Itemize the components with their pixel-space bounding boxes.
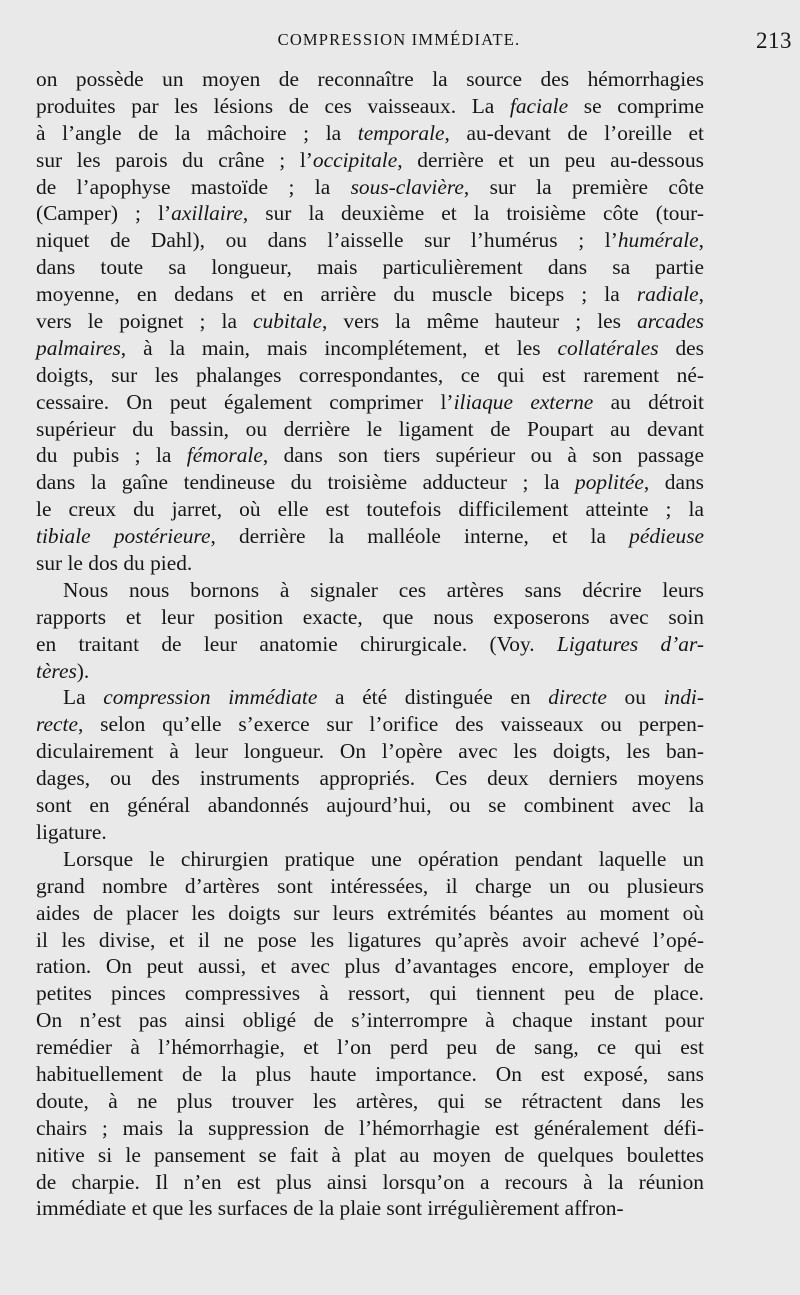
text-run: habituellement de la plus haute importance. On est exposé, sans [36, 1061, 704, 1086]
text-line [36, 1088, 704, 1115]
text-run: nitive si le pansement se fait à plat au moyen de quelques boulettes [36, 1142, 704, 1167]
italic-term: recte [36, 712, 78, 737]
text-line [36, 200, 704, 227]
text-run: ligature. [36, 819, 107, 844]
running-title: COMPRESSION IMMÉDIATE. [277, 30, 521, 49]
italic-term: compression immédiate [103, 685, 318, 710]
italic-term: iliaque externe [453, 389, 594, 414]
text-run: niquet de Dahl), ou dans l’aisselle sur l’humérus ; l’ [36, 228, 618, 253]
italic-term: Ligatures d’ar- [556, 631, 704, 656]
text-line [36, 254, 704, 281]
text-line [36, 550, 704, 577]
italic-term: temporale [357, 120, 445, 145]
text-run: sont en général abandonnés aujourd’hui, ou se combinent avec la [36, 793, 704, 818]
text-line [36, 469, 704, 496]
text-run: vers le poignet ; la [36, 309, 254, 334]
text-run: , [698, 282, 704, 307]
text-line [36, 1061, 704, 1088]
text-line [36, 389, 704, 416]
paragraph [36, 577, 704, 685]
italic-term: fémorale [186, 443, 263, 468]
text-run: de l’apophyse mastoïde ; la [36, 174, 351, 199]
paragraph [36, 684, 704, 845]
italic-term: indi- [663, 685, 704, 710]
text-run: se comprime [568, 93, 704, 118]
text-line [36, 93, 704, 120]
text-run: dans toute sa longueur, mais particulièrement dans sa partie [36, 255, 704, 280]
text-line [36, 442, 704, 469]
paragraph [36, 846, 704, 1222]
text-run: à l’angle de la mâchoire ; la [36, 120, 358, 145]
italic-term: axillaire [171, 201, 243, 226]
text-line [36, 1034, 704, 1061]
text-line [36, 873, 704, 900]
text-line [36, 147, 704, 174]
text-run: doute, à ne plus trouver les artères, qui se rétractent dans les [36, 1088, 704, 1113]
text-line [36, 416, 704, 443]
text-run: supérieur du bassin, ou derrière le ligament de Poupart au devant [36, 416, 704, 441]
text-run: diculairement à leur longueur. On l’opère avec les doigts, les ban- [36, 739, 704, 764]
text-line [36, 281, 704, 308]
text-run: dages, ou des instruments appropriés. Ces deux derniers moyens [36, 766, 704, 791]
text-run: On n’est pas ainsi obligé de s’interrompre à chaque instant pour [36, 1008, 704, 1033]
italic-term: cubitale [253, 309, 322, 334]
text-line [36, 496, 704, 523]
text-line [36, 738, 704, 765]
text-run: ration. On peut aussi, et avec plus d’avantages encore, employer de [36, 954, 704, 979]
text-run: Nous nous bornons à signaler ces artères sans décrire leurs [63, 577, 704, 602]
text-run: sur le dos du pied. [36, 551, 193, 576]
paragraph [36, 66, 704, 577]
text-line [36, 1115, 704, 1142]
text-run: sur les parois du crâne ; l’ [36, 147, 313, 172]
text-run: , sur la première côte [463, 174, 704, 199]
text-run: , vers la même hauteur ; les [321, 309, 638, 334]
text-line [36, 819, 704, 846]
text-line [36, 523, 704, 550]
text-run: , dans son tiers supérieur ou à son passage [262, 443, 704, 468]
text-run: des [658, 335, 704, 360]
text-line [36, 927, 704, 954]
text-run: Lorsque le chirurgien pratique une opération pendant laquelle un [63, 846, 704, 871]
text-line [36, 1142, 704, 1169]
text-run: , dans [643, 470, 705, 495]
text-line [36, 900, 704, 927]
italic-term: palmaires [36, 335, 121, 360]
text-run: moyenne, en dedans et en arrière du muscle biceps ; la [36, 282, 637, 307]
italic-term: sous-clavière [350, 174, 464, 199]
text-run: produites par les lésions de ces vaisseaux. La [36, 93, 510, 118]
text-run: on possède un moyen de reconnaître la source des hémorrhagies [36, 67, 704, 91]
text-run: doigts, sur les phalanges correspondantes, ce qui est rarement né- [36, 362, 704, 387]
text-line [36, 980, 704, 1007]
text-line [36, 1195, 704, 1222]
text-run: La [63, 685, 104, 710]
text-line [36, 765, 704, 792]
italic-term: arcades [637, 309, 705, 334]
italic-term: occipitale [312, 147, 398, 172]
text-run: dans la gaîne tendineuse du troisième adducteur ; la [36, 470, 575, 495]
italic-term: faciale [509, 93, 569, 118]
text-run: , [698, 228, 704, 253]
italic-term: poplitée [575, 470, 644, 495]
text-run: rapports et leur position exacte, que nous exposerons avec soin [36, 604, 704, 629]
text-run: de charpie. Il n’en est plus ainsi lorsqu’on a recours à la réunion [36, 1169, 704, 1194]
text-run: grand nombre d’artères sont intéressées, il charge un ou plusieurs [36, 873, 704, 898]
text-run: (Camper) ; l’ [36, 201, 172, 226]
italic-term: humérale [617, 228, 699, 253]
text-line [36, 577, 704, 604]
text-line [36, 120, 704, 147]
text-line [36, 66, 704, 93]
body-text [36, 66, 704, 1222]
text-line [36, 604, 704, 631]
text-run: ou [606, 685, 664, 710]
text-line [36, 174, 704, 201]
text-run: il les divise, et il ne pose les ligatures qu’après avoir achevé l’opé- [36, 927, 704, 952]
text-run: du pubis ; la [36, 443, 187, 468]
text-run: immédiate et que les surfaces de la plaie sont irrégulièrement affron- [36, 1196, 624, 1221]
text-line [36, 631, 704, 658]
text-run: a été distinguée en [317, 685, 549, 710]
text-line [36, 711, 704, 738]
italic-term: directe [548, 685, 607, 710]
italic-term: collatérales [557, 335, 659, 360]
text-run: , derrière la malléole interne, et la [210, 524, 630, 549]
italic-term: tibiale postérieure [36, 524, 211, 549]
text-run: , derrière et un peu au-dessous [397, 147, 705, 172]
text-line [36, 335, 704, 362]
text-run: , selon qu’elle s’exerce sur l’orifice des vaisseaux ou perpen- [77, 712, 704, 737]
text-run: , à la main, mais incomplétement, et les [120, 335, 558, 360]
text-line [36, 846, 704, 873]
text-run: ). [76, 658, 90, 683]
text-run: le creux du jarret, où elle est toutefois difficilement atteinte ; la [36, 497, 704, 522]
text-line [36, 308, 704, 335]
italic-term: tères [36, 658, 77, 683]
running-header [36, 0, 792, 66]
text-line [36, 227, 704, 254]
text-run: , sur la deuxième et la troisième côte (tour- [242, 201, 705, 226]
text-run: aides de placer les doigts sur leurs extrémités béantes au moment où [36, 900, 704, 925]
text-line [36, 684, 704, 711]
text-run: chairs ; mais la suppression de l’hémorrhagie est généralement défi- [36, 1115, 704, 1140]
italic-term: pédieuse [629, 524, 705, 549]
text-line [36, 1169, 704, 1196]
text-line [36, 792, 704, 819]
text-line [36, 953, 704, 980]
text-line [36, 1007, 704, 1034]
italic-term: radiale [636, 282, 699, 307]
text-run: petites pinces compressives à ressort, qui tiennent peu de place. [36, 981, 704, 1006]
text-run: , au-devant de l’oreille et [444, 120, 704, 145]
text-line [36, 658, 704, 685]
text-run: remédier à l’hémorrhagie, et l’on perd peu de sang, ce qui est [36, 1035, 704, 1060]
text-run: en traitant de leur anatomie chirurgicale. (Voy. [36, 631, 557, 656]
text-line [36, 362, 704, 389]
page-number: 213 [756, 28, 792, 53]
text-run: au détroit [593, 389, 704, 414]
text-run: cessaire. On peut également comprimer l’ [36, 389, 454, 414]
